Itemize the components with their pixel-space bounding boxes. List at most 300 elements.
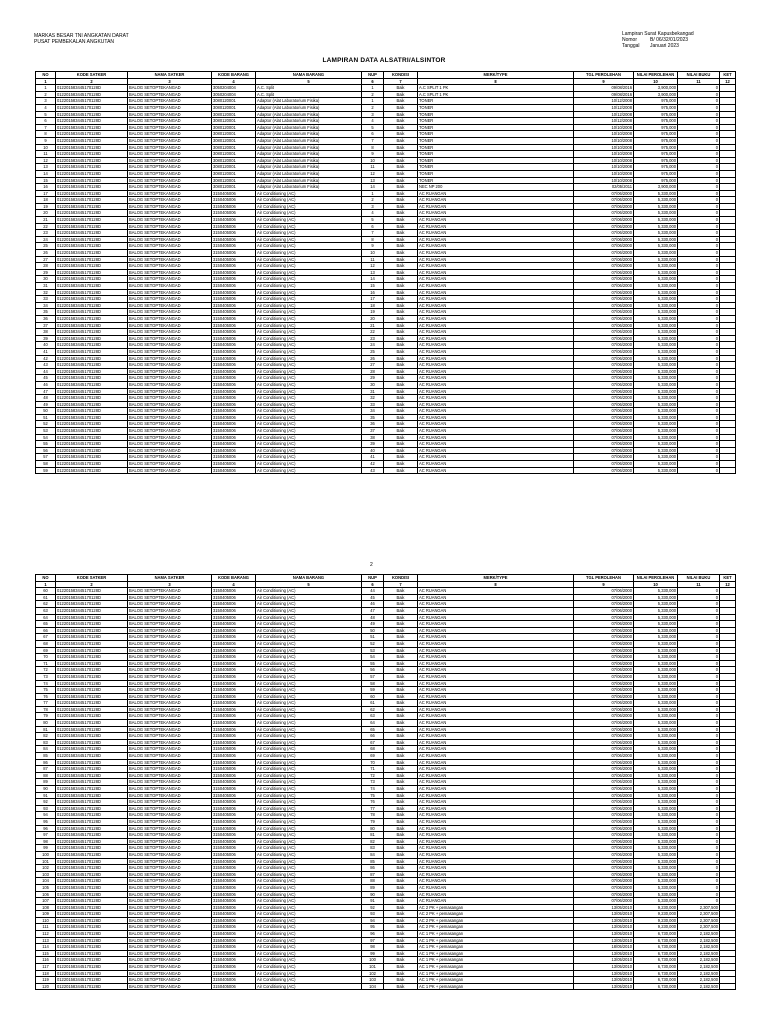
ref-value-2: B/ 06/32/01/2023 xyxy=(650,37,689,43)
cell-nup: 36 xyxy=(362,421,384,428)
cell-nama-barang: Air Conditioning (AC) xyxy=(256,706,362,713)
cell-nilai-perolehan: 5,330,000 xyxy=(634,329,678,336)
cell-kondisi: Baik xyxy=(384,441,418,448)
cell-nilai-buku: 0 xyxy=(678,329,720,336)
cell-ket xyxy=(720,654,736,661)
cell-tgl-perolehan: 07/06/2000 xyxy=(574,190,634,197)
cell-nilai-perolehan: 5,330,000 xyxy=(634,845,678,852)
cell-kode-barang: 3150405006 xyxy=(212,858,256,865)
column-header: TGL PEROLEHAN xyxy=(574,72,634,79)
cell-ket xyxy=(720,137,736,144)
cell-nama-satker: BALOG SETOPTEKANGAD xyxy=(128,381,212,388)
column-number: 7 xyxy=(384,581,418,588)
cell-nilai-buku: 0 xyxy=(678,362,720,369)
cell-merk-type: AC RUANGAN xyxy=(418,263,574,270)
cell-no: 82 xyxy=(36,733,56,740)
cell-nilai-buku: 0 xyxy=(678,283,720,290)
cell-tgl-perolehan: 07/06/2000 xyxy=(574,673,634,680)
cell-nama-satker: BALOG SETOPTEKANGAD xyxy=(128,151,212,158)
cell-ket xyxy=(720,434,736,441)
cell-kondisi: Baik xyxy=(384,858,418,865)
cell-nama-satker: BALOG SETOPTEKANGAD xyxy=(128,164,212,171)
cell-nama-barang: Air Conditioning (AC) xyxy=(256,348,362,355)
table-row xyxy=(36,190,736,197)
cell-nilai-perolehan: 5,330,000 xyxy=(634,792,678,799)
cell-no: 107 xyxy=(36,898,56,905)
cell-merk-type: AC RUANGAN xyxy=(418,898,574,905)
cell-nama-barang: Adaptor (Alat Laboratorium Fisika) xyxy=(256,124,362,131)
cell-nup: 38 xyxy=(362,434,384,441)
cell-nama-barang: Air Conditioning (AC) xyxy=(256,594,362,601)
cell-kode-satker: 012201583445170128D xyxy=(56,977,128,984)
cell-nama-satker: BALOG SETOPTEKANGAD xyxy=(128,904,212,911)
cell-nilai-buku: 0 xyxy=(678,706,720,713)
cell-nilai-buku: 0 xyxy=(678,454,720,461)
column-header: KET xyxy=(720,575,736,582)
cell-kode-satker: 012201583445170128D xyxy=(56,203,128,210)
cell-nilai-perolehan: 5,330,000 xyxy=(634,706,678,713)
cell-kode-barang: 3150405006 xyxy=(212,673,256,680)
cell-merk-type: TONER xyxy=(418,111,574,118)
cell-nilai-buku: 0 xyxy=(678,441,720,448)
header-row xyxy=(36,72,736,79)
cell-no: 98 xyxy=(36,838,56,845)
cell-nama-barang: Adaptor (Alat Laboratorium Fisika) xyxy=(256,170,362,177)
cell-tgl-perolehan: 13/05/2010 xyxy=(574,950,634,957)
cell-nilai-perolehan: 6,730,000 xyxy=(634,970,678,977)
cell-kode-barang: 3150405006 xyxy=(212,217,256,224)
cell-ket xyxy=(720,315,736,322)
cell-nama-barang: Air Conditioning (AC) xyxy=(256,858,362,865)
cell-kode-satker: 012201583445170128D xyxy=(56,322,128,329)
cell-nup: 65 xyxy=(362,726,384,733)
cell-tgl-perolehan: 10/10/2008 xyxy=(574,151,634,158)
cell-kondisi: Baik xyxy=(384,739,418,746)
cell-kode-satker: 012201583445170128D xyxy=(56,461,128,468)
cell-tgl-perolehan: 07/06/2000 xyxy=(574,739,634,746)
table-row xyxy=(36,428,736,435)
cell-merk-type: AC RUANGAN xyxy=(418,428,574,435)
cell-tgl-perolehan: 07/06/2000 xyxy=(574,203,634,210)
table-header xyxy=(36,575,736,588)
cell-kode-barang: 3150405006 xyxy=(212,263,256,270)
cell-ket xyxy=(720,673,736,680)
cell-kode-barang: 3080120001 xyxy=(212,164,256,171)
cell-tgl-perolehan: 07/06/2000 xyxy=(574,614,634,621)
cell-kode-satker: 012201583445170128D xyxy=(56,315,128,322)
cell-nama-barang: Air Conditioning (AC) xyxy=(256,243,362,250)
cell-nama-satker: BALOG SETOPTEKANGAD xyxy=(128,799,212,806)
cell-ket xyxy=(720,111,736,118)
cell-merk-type: AC RUANGAN xyxy=(418,825,574,832)
cell-nama-barang: Air Conditioning (AC) xyxy=(256,786,362,793)
table-row xyxy=(36,667,736,674)
cell-nilai-perolehan: 5,330,000 xyxy=(634,210,678,217)
cell-nama-barang: Air Conditioning (AC) xyxy=(256,454,362,461)
cell-ket xyxy=(720,640,736,647)
cell-nama-satker: BALOG SETOPTEKANGAD xyxy=(128,421,212,428)
cell-kode-barang: 3150405006 xyxy=(212,911,256,918)
table-row xyxy=(36,647,736,654)
cell-nilai-perolehan: 5,330,000 xyxy=(634,309,678,316)
cell-nup: 104 xyxy=(362,983,384,990)
cell-kode-satker: 012201583445170128D xyxy=(56,911,128,918)
cell-merk-type: AC RUANGAN xyxy=(418,654,574,661)
cell-tgl-perolehan: 07/06/2000 xyxy=(574,838,634,845)
cell-nup: 3 xyxy=(362,111,384,118)
cell-nama-satker: BALOG SETOPTEKANGAD xyxy=(128,184,212,191)
cell-nilai-perolehan: 5,330,000 xyxy=(634,739,678,746)
cell-ket xyxy=(720,388,736,395)
cell-nama-satker: BALOG SETOPTEKANGAD xyxy=(128,454,212,461)
cell-nilai-perolehan: 5,330,000 xyxy=(634,726,678,733)
cell-kode-barang: 3150405006 xyxy=(212,706,256,713)
ref-line-1: Lampiran Surat Kapusbekangad xyxy=(622,31,694,37)
cell-nama-satker: BALOG SETOPTEKANGAD xyxy=(128,283,212,290)
cell-merk-type: TONER xyxy=(418,124,574,131)
cell-tgl-perolehan: 09/08/2016 xyxy=(574,91,634,98)
cell-tgl-perolehan: 07/06/2000 xyxy=(574,845,634,852)
cell-nup: 5 xyxy=(362,217,384,224)
table-row xyxy=(36,164,736,171)
cell-no: 120 xyxy=(36,983,56,990)
cell-kode-satker: 012201583445170128D xyxy=(56,250,128,257)
cell-nama-barang: Air Conditioning (AC) xyxy=(256,654,362,661)
cell-tgl-perolehan: 07/06/2000 xyxy=(574,381,634,388)
cell-no: 30 xyxy=(36,276,56,283)
cell-kode-satker: 012201583445170128D xyxy=(56,845,128,852)
cell-merk-type: AC RUANGAN xyxy=(418,447,574,454)
cell-kondisi: Baik xyxy=(384,825,418,832)
cell-ket xyxy=(720,296,736,303)
cell-nilai-buku: 0 xyxy=(678,342,720,349)
table-row xyxy=(36,131,736,138)
cell-nama-barang: Air Conditioning (AC) xyxy=(256,957,362,964)
cell-kode-satker: 012201583445170128D xyxy=(56,944,128,951)
page-2-table-wrap xyxy=(35,574,735,990)
cell-nama-barang: Adaptor (Alat Laboratorium Fisika) xyxy=(256,177,362,184)
table-row xyxy=(36,898,736,905)
cell-kode-barang: 3150405006 xyxy=(212,210,256,217)
cell-kode-satker: 012201583445170128D xyxy=(56,891,128,898)
cell-kode-barang: 3150405006 xyxy=(212,713,256,720)
cell-nilai-buku: 0 xyxy=(678,408,720,415)
cell-merk-type: TONER xyxy=(418,170,574,177)
cell-nama-satker: BALOG SETOPTEKANGAD xyxy=(128,871,212,878)
column-number: 7 xyxy=(384,78,418,85)
cell-nama-satker: BALOG SETOPTEKANGAD xyxy=(128,355,212,362)
cell-nilai-buku: 0 xyxy=(678,786,720,793)
ref-line-3 xyxy=(622,43,694,49)
cell-kode-barang: 3050204004 xyxy=(212,91,256,98)
cell-tgl-perolehan: 07/06/2000 xyxy=(574,594,634,601)
cell-nup: 75 xyxy=(362,792,384,799)
cell-kode-satker: 012201583445170128D xyxy=(56,673,128,680)
cell-ket xyxy=(720,381,736,388)
cell-kode-satker: 012201583445170128D xyxy=(56,243,128,250)
cell-nilai-buku: 0 xyxy=(678,726,720,733)
column-number: 1 xyxy=(36,78,56,85)
cell-ket xyxy=(720,329,736,336)
cell-merk-type: AC RUANGAN xyxy=(418,243,574,250)
cell-no: 25 xyxy=(36,243,56,250)
cell-nilai-buku: 0 xyxy=(678,348,720,355)
cell-nilai-buku: 0 xyxy=(678,256,720,263)
cell-ket xyxy=(720,891,736,898)
cell-kode-satker: 012201583445170128D xyxy=(56,640,128,647)
cell-nilai-buku: 2,182,500 xyxy=(678,957,720,964)
cell-nama-satker: BALOG SETOPTEKANGAD xyxy=(128,447,212,454)
table-row xyxy=(36,772,736,779)
cell-tgl-perolehan: 13/05/2010 xyxy=(574,964,634,971)
table-row xyxy=(36,223,736,230)
cell-no: 50 xyxy=(36,408,56,415)
cell-no: 66 xyxy=(36,627,56,634)
cell-nama-barang: Air Conditioning (AC) xyxy=(256,217,362,224)
table-row xyxy=(36,322,736,329)
cell-no: 38 xyxy=(36,329,56,336)
cell-nup: 72 xyxy=(362,772,384,779)
cell-nilai-perolehan: 5,330,000 xyxy=(634,746,678,753)
cell-no: 10 xyxy=(36,144,56,151)
cell-nilai-buku: 0 xyxy=(678,759,720,766)
cell-no: 69 xyxy=(36,647,56,654)
cell-kondisi: Baik xyxy=(384,434,418,441)
cell-kode-barang: 3150405006 xyxy=(212,937,256,944)
table-row xyxy=(36,118,736,125)
cell-kode-barang: 3150405006 xyxy=(212,944,256,951)
cell-kode-satker: 012201583445170128D xyxy=(56,170,128,177)
cell-nama-satker: BALOG SETOPTEKANGAD xyxy=(128,772,212,779)
cell-nama-satker: BALOG SETOPTEKANGAD xyxy=(128,654,212,661)
cell-ket xyxy=(720,746,736,753)
cell-kode-satker: 012201583445170128D xyxy=(56,865,128,872)
table-row xyxy=(36,713,736,720)
cell-tgl-perolehan: 10/12/2008 xyxy=(574,98,634,105)
cell-nilai-buku: 0 xyxy=(678,647,720,654)
column-number: 4 xyxy=(212,581,256,588)
cell-nilai-perolehan: 5,330,000 xyxy=(634,236,678,243)
table-row xyxy=(36,825,736,832)
cell-ket xyxy=(720,335,736,342)
cell-nilai-buku: 0 xyxy=(678,368,720,375)
asset-table-page-1 xyxy=(35,71,736,474)
cell-tgl-perolehan: 07/06/2000 xyxy=(574,322,634,329)
cell-nilai-buku: 0 xyxy=(678,296,720,303)
cell-no: 14 xyxy=(36,170,56,177)
cell-nama-barang: Air Conditioning (AC) xyxy=(256,720,362,727)
cell-merk-type: AC 2 PK + pemasangan xyxy=(418,911,574,918)
cell-tgl-perolehan: 13/05/2010 xyxy=(574,911,634,918)
cell-nilai-perolehan: 975,000 xyxy=(634,131,678,138)
cell-no: 71 xyxy=(36,660,56,667)
cell-nama-barang: Air Conditioning (AC) xyxy=(256,851,362,858)
cell-no: 52 xyxy=(36,421,56,428)
cell-ket xyxy=(720,805,736,812)
cell-kode-satker: 012201583445170128D xyxy=(56,713,128,720)
cell-nup: 4 xyxy=(362,118,384,125)
table-row xyxy=(36,693,736,700)
table-row xyxy=(36,395,736,402)
cell-merk-type: AC RUANGAN xyxy=(418,588,574,595)
cell-nama-barang: Air Conditioning (AC) xyxy=(256,944,362,951)
table-row xyxy=(36,957,736,964)
cell-no: 15 xyxy=(36,177,56,184)
cell-kode-barang: 3150405006 xyxy=(212,309,256,316)
cell-kondisi: Baik xyxy=(384,243,418,250)
cell-kondisi: Baik xyxy=(384,621,418,628)
cell-kode-barang: 3150405006 xyxy=(212,898,256,905)
cell-nilai-perolehan: 9,230,000 xyxy=(634,924,678,931)
cell-kondisi: Baik xyxy=(384,950,418,957)
cell-kode-satker: 012201583445170128D xyxy=(56,342,128,349)
cell-kode-satker: 012201583445170128D xyxy=(56,447,128,454)
cell-tgl-perolehan: 07/06/2000 xyxy=(574,700,634,707)
cell-nilai-buku: 2,307,500 xyxy=(678,904,720,911)
cell-nilai-buku: 0 xyxy=(678,91,720,98)
cell-kode-barang: 3080120001 xyxy=(212,104,256,111)
cell-nup: 91 xyxy=(362,898,384,905)
cell-nilai-perolehan: 975,000 xyxy=(634,164,678,171)
cell-kode-barang: 3150405006 xyxy=(212,601,256,608)
cell-no: 87 xyxy=(36,766,56,773)
cell-merk-type: AC RUANGAN xyxy=(418,878,574,885)
cell-nilai-perolehan: 6,730,000 xyxy=(634,957,678,964)
cell-nilai-perolehan: 5,330,000 xyxy=(634,223,678,230)
table-row xyxy=(36,309,736,316)
cell-nup: 12 xyxy=(362,170,384,177)
cell-merk-type: A.C SPLIT 1 PK xyxy=(418,85,574,92)
cell-no: 29 xyxy=(36,269,56,276)
cell-kode-satker: 012201583445170128D xyxy=(56,818,128,825)
cell-ket xyxy=(720,414,736,421)
cell-nama-barang: Air Conditioning (AC) xyxy=(256,660,362,667)
table-row xyxy=(36,302,736,309)
cell-nup: 31 xyxy=(362,388,384,395)
cell-ket xyxy=(720,792,736,799)
cell-merk-type: AC RUANGAN xyxy=(418,230,574,237)
column-header: NILAI PEROLEHAN xyxy=(634,575,678,582)
cell-kondisi: Baik xyxy=(384,421,418,428)
cell-merk-type: AC 1 PK + pemasangan xyxy=(418,957,574,964)
table-row xyxy=(36,917,736,924)
cell-nilai-buku: 2,307,500 xyxy=(678,924,720,931)
table-row xyxy=(36,838,736,845)
cell-nama-barang: Air Conditioning (AC) xyxy=(256,408,362,415)
cell-tgl-perolehan: 07/06/2000 xyxy=(574,342,634,349)
cell-kode-barang: 3080120001 xyxy=(212,184,256,191)
cell-ket xyxy=(720,726,736,733)
cell-nilai-buku: 0 xyxy=(678,667,720,674)
cell-nilai-buku: 0 xyxy=(678,177,720,184)
cell-nilai-perolehan: 5,330,000 xyxy=(634,680,678,687)
cell-nilai-buku: 0 xyxy=(678,627,720,634)
cell-nama-satker: BALOG SETOPTEKANGAD xyxy=(128,342,212,349)
cell-merk-type: AC RUANGAN xyxy=(418,197,574,204)
table-row xyxy=(36,414,736,421)
cell-tgl-perolehan: 07/06/2000 xyxy=(574,355,634,362)
cell-nup: 97 xyxy=(362,937,384,944)
cell-nama-barang: Air Conditioning (AC) xyxy=(256,588,362,595)
cell-nilai-perolehan: 5,330,000 xyxy=(634,891,678,898)
cell-nama-barang: Air Conditioning (AC) xyxy=(256,739,362,746)
column-header: KONDISI xyxy=(384,575,418,582)
cell-nama-barang: Air Conditioning (AC) xyxy=(256,621,362,628)
cell-no: 101 xyxy=(36,858,56,865)
cell-kode-satker: 012201583445170128D xyxy=(56,720,128,727)
cell-ket xyxy=(720,98,736,105)
cell-kode-barang: 3150405006 xyxy=(212,878,256,885)
cell-nama-barang: Air Conditioning (AC) xyxy=(256,395,362,402)
cell-tgl-perolehan: 07/06/2000 xyxy=(574,315,634,322)
cell-tgl-perolehan: 07/06/2000 xyxy=(574,588,634,595)
cell-nilai-perolehan: 5,330,000 xyxy=(634,693,678,700)
cell-nama-barang: Adaptor (Alat Laboratorium Fisika) xyxy=(256,131,362,138)
cell-nup: 69 xyxy=(362,753,384,760)
cell-nama-satker: BALOG SETOPTEKANGAD xyxy=(128,428,212,435)
cell-tgl-perolehan: 07/06/2000 xyxy=(574,753,634,760)
cell-kondisi: Baik xyxy=(384,210,418,217)
cell-nup: 48 xyxy=(362,614,384,621)
table-row xyxy=(36,884,736,891)
cell-nilai-buku: 0 xyxy=(678,236,720,243)
cell-kode-barang: 3150405006 xyxy=(212,230,256,237)
cell-nilai-buku: 0 xyxy=(678,263,720,270)
cell-nilai-perolehan: 5,330,000 xyxy=(634,428,678,435)
cell-nama-satker: BALOG SETOPTEKANGAD xyxy=(128,891,212,898)
column-header: NAMA SATKER xyxy=(128,72,212,79)
cell-nama-satker: BALOG SETOPTEKANGAD xyxy=(128,118,212,125)
cell-nama-satker: BALOG SETOPTEKANGAD xyxy=(128,335,212,342)
cell-no: 88 xyxy=(36,772,56,779)
cell-kondisi: Baik xyxy=(384,766,418,773)
cell-nama-satker: BALOG SETOPTEKANGAD xyxy=(128,375,212,382)
cell-kondisi: Baik xyxy=(384,786,418,793)
cell-nup: 10 xyxy=(362,157,384,164)
cell-kondisi: Baik xyxy=(384,871,418,878)
cell-merk-type: AC 1 PK + pemasangan xyxy=(418,977,574,984)
table-row xyxy=(36,970,736,977)
cell-ket xyxy=(720,421,736,428)
cell-nilai-perolehan: 5,330,000 xyxy=(634,408,678,415)
column-header: NAMA BARANG xyxy=(256,72,362,79)
cell-kode-barang: 3150405006 xyxy=(212,634,256,641)
cell-nup: 52 xyxy=(362,640,384,647)
cell-ket xyxy=(720,924,736,931)
cell-ket xyxy=(720,607,736,614)
cell-no: 86 xyxy=(36,759,56,766)
cell-nilai-perolehan: 5,330,000 xyxy=(634,250,678,257)
cell-nilai-buku: 0 xyxy=(678,601,720,608)
cell-nama-barang: Adaptor (Alat Laboratorium Fisika) xyxy=(256,164,362,171)
cell-ket xyxy=(720,283,736,290)
cell-ket xyxy=(720,898,736,905)
cell-tgl-perolehan: 07/06/2000 xyxy=(574,772,634,779)
table-row xyxy=(36,210,736,217)
cell-nama-satker: BALOG SETOPTEKANGAD xyxy=(128,786,212,793)
cell-kode-barang: 3150405006 xyxy=(212,348,256,355)
column-number: 11 xyxy=(678,581,720,588)
cell-merk-type: AC RUANGAN xyxy=(418,601,574,608)
table-row xyxy=(36,924,736,931)
cell-kondisi: Baik xyxy=(384,931,418,938)
cell-kondisi: Baik xyxy=(384,805,418,812)
table-row xyxy=(36,250,736,257)
cell-tgl-perolehan: 07/06/2000 xyxy=(574,395,634,402)
cell-ket xyxy=(720,983,736,990)
cell-nilai-perolehan: 6,730,000 xyxy=(634,950,678,957)
cell-nup: 7 xyxy=(362,230,384,237)
